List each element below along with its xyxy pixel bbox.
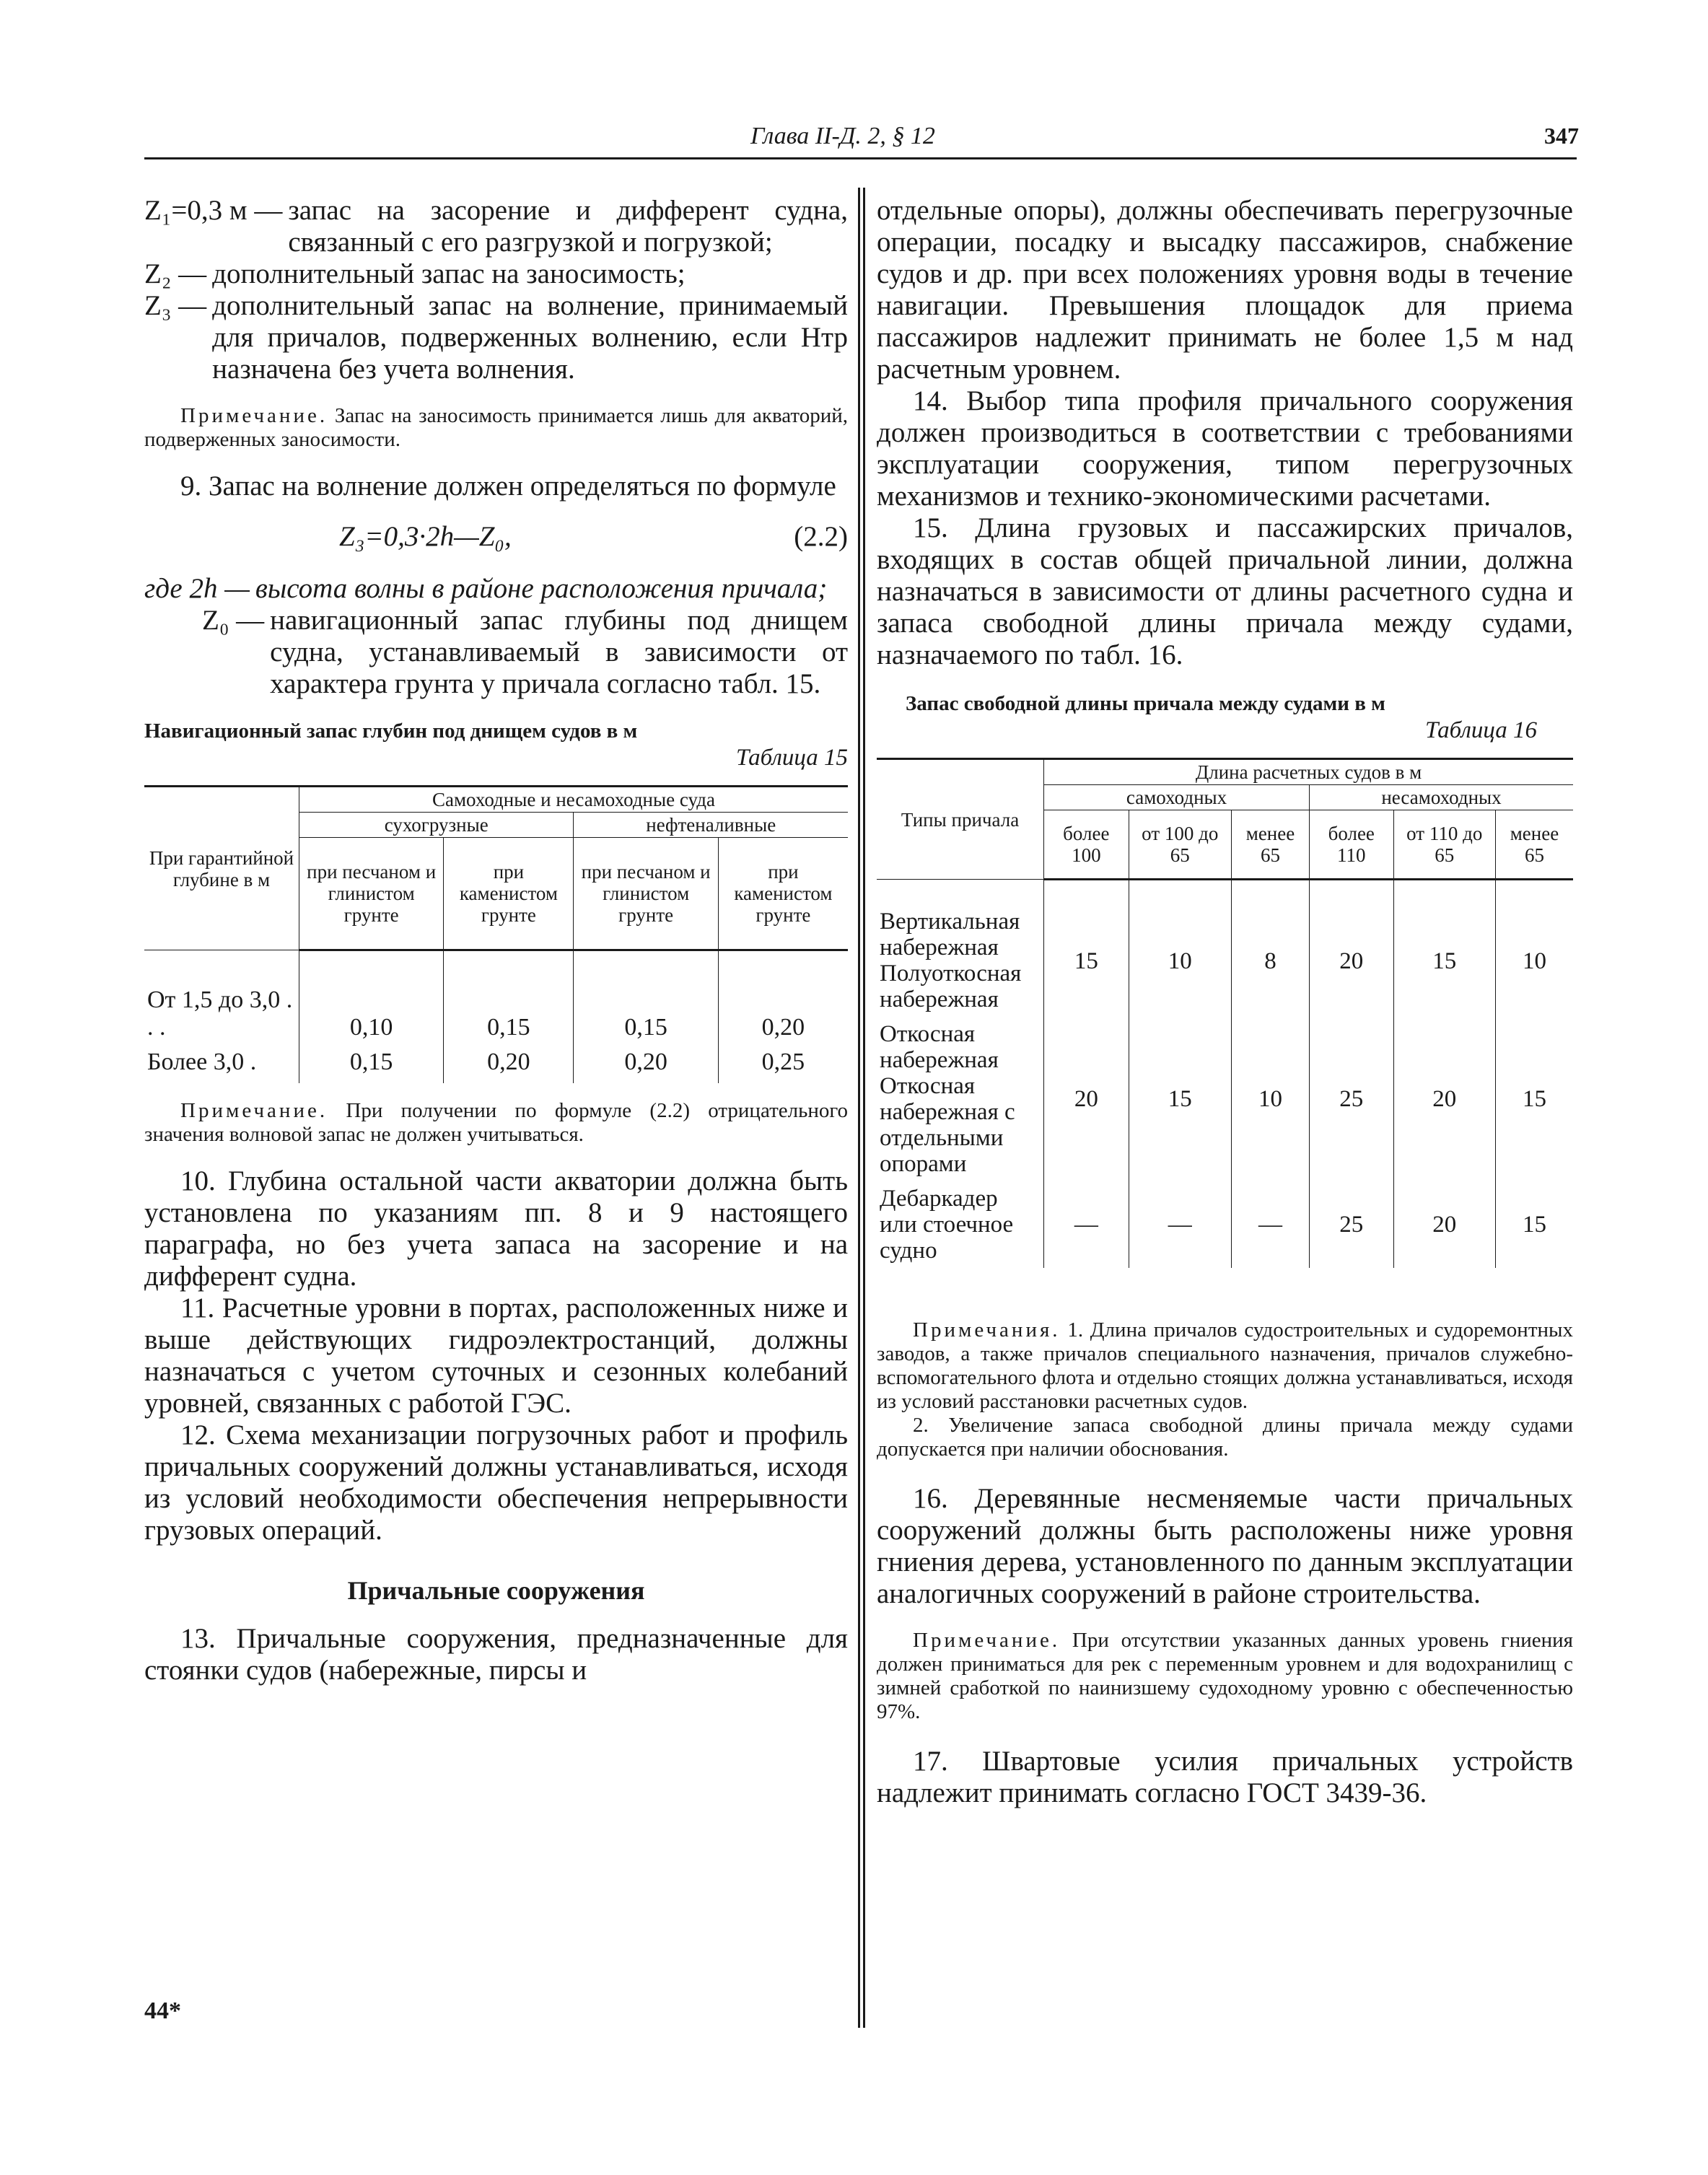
table-header: более 100 — [1044, 810, 1129, 880]
table-16-caption: Запас свободной длины причала между судами в м — [906, 692, 1385, 715]
formula: Z₃=0,3·2h—Z₀, (2.2) — [339, 521, 848, 552]
table-header: от 110 до 65 — [1393, 810, 1495, 880]
paragraph-13-continued: отдельные опоры), должны обеспечивать перегрузочные операции, посадку и высадку пассажиров, снабжение судов и др. при всех положениях уровня воды в течение навигации. Превышения площадок для приема пассажиров надлежит принимать не более 1,5 м над расчетным уровнем. — [877, 195, 1573, 385]
definition-2h: где 2h — высота волны в районе расположения причала; — [144, 573, 828, 604]
paragraph-17: 17. Швартовые усилия причальных устройств надлежит принимать согласно ГОСТ 3439-36. — [877, 1746, 1573, 1808]
paragraph-14: 14. Выбор типа профиля причального сооружения должен производиться в соответствии с требованиями эксплуатации сооружения, типом перегрузочных механизмов и технико-экономическими расчетами. — [877, 385, 1573, 512]
running-header: Глава II-Д. 2, § 12 — [750, 123, 935, 149]
table-header: несамоходных — [1310, 785, 1574, 810]
left-column — [144, 195, 848, 1686]
paragraph-15: 15. Длина грузовых и пассажирских причалов, входящих в состав общей причальной линии, должна назначаться в зависимости от длины расчетного судна и запаса свободной длины причала между судами, назначаемого по табл. 16. — [877, 512, 1573, 670]
table-16-number: Таблица 16 — [1425, 717, 1537, 743]
right-column — [877, 195, 1573, 1809]
definition-z3: Z₃ — дополнительный запас на волнение, принимаемый для причалов, подверженных волнению, если Hтр назначена без учета волнения. — [144, 290, 848, 385]
table-header: при каменистом грунте — [718, 838, 848, 950]
table-header: при песчаном и глинистом грунте — [299, 838, 444, 950]
table-row: Откосная набережная Откосная набережная с отдельными опорами 20 15 10 25 20 15 — [877, 1017, 1573, 1181]
section-title: Причальные сооружения — [347, 1576, 645, 1605]
table-header: Типы причала — [877, 759, 1044, 880]
header-rule — [144, 157, 1577, 159]
note: Примечание. При получении по формуле (2.2) отрицательного значения волновой запас не должен учитываться. — [144, 1099, 849, 1146]
table-header: более 110 — [1310, 810, 1394, 880]
paragraph-12: 12. Схема механизации погрузочных работ и профиль причальных сооружений должны устанавливаться, исходя из условий необходимости обеспечения непрерывности грузовых операций. — [144, 1419, 848, 1546]
footer-mark: 44* — [144, 1997, 181, 2024]
page-number: 347 — [1544, 123, 1579, 149]
table-row: Дебаркадер или стоечное судно — — — 25 20 15 — [877, 1181, 1573, 1268]
table-header: самоходных — [1044, 785, 1310, 810]
table-15 — [144, 785, 848, 1083]
table-header: при песчаном и глинистом грунте — [574, 838, 718, 950]
table-header: нефтеналивные — [574, 813, 848, 838]
table-16 — [877, 758, 1573, 1268]
table-header: при каменистом грунте — [444, 838, 574, 950]
paragraph-10: 10. Глубина остальной части акватории должна быть установлена по указаниям пп. 8 и 9 настоящего параграфа, но без учета запаса на засорение и на дифферент судна. — [144, 1165, 848, 1292]
table-15-caption: Навигационный запас глубин под днищем судов в м — [144, 719, 638, 743]
table-header: от 100 до 65 — [1129, 810, 1231, 880]
table-15-number: Таблица 15 — [736, 745, 848, 771]
notes-item-2: 2. Увеличение запаса свободной длины причала между судами допускается при наличии обоснования. — [877, 1414, 1573, 1461]
definition-z1: Z₁=0,3 м — запас на засорение и дифферент судна, связанный с его разгрузкой и погрузкой; — [144, 195, 848, 258]
table-row: От 1,5 до 3,0 . . . 0,10 0,15 0,15 0,20 — [144, 950, 848, 1049]
notes: Примечания. 1. Длина причалов судостроительных и судоремонтных заводов, а также причалов специального назначения, причалов служебно-вспомогательного флота и отдельно стоящих должна устанавливаться, исходя из условий расстановки расчетных судов. — [877, 1318, 1574, 1413]
paragraph-11: 11. Расчетные уровни в портах, расположенных ниже и выше действующих гидроэлектростанций, должны назначаться с учетом суточных и сезонных колебаний уровней, связанных с работой ГЭС. — [144, 1292, 848, 1419]
paragraph-9: 9. Запас на волнение должен определяться по формуле — [180, 471, 836, 502]
column-divider — [858, 188, 860, 2028]
table-row: Более 3,0 . 0,15 0,20 0,20 0,25 — [144, 1049, 848, 1083]
note: Примечание. При отсутствии указанных данных уровень гниения должен приниматься для рек с переменным уровнем и для водохранилищ с зимней сработкой по наинизшему судоходному уровню с обеспеченностью 97%. — [877, 1629, 1574, 1723]
column-divider — [863, 188, 865, 2028]
definition-z0: Z₀ — навигационный запас глубины под днищем судна, устанавливаемый в зависимости от характера грунта у причала согласно табл. 15. — [202, 605, 848, 699]
table-header: Самоходные и несамоходные суда — [299, 787, 849, 813]
table-header: При гарантийной глубине в м — [144, 787, 299, 950]
paragraph-13: 13. Причальные сооружения, предназначенные для стоянки судов (набережные, пирсы и — [144, 1623, 848, 1686]
table-header: менее 65 — [1231, 810, 1309, 880]
table-header: менее 65 — [1495, 810, 1573, 880]
table-row: Вертикальная набережная Полуоткосная набережная 15 10 8 20 15 10 — [877, 880, 1573, 1018]
definition-z2: Z₂ — дополнительный запас на заносимость; — [144, 258, 686, 289]
note: Примечание. Запас на заносимость принимается лишь для акваторий, подверженных заносимости. — [144, 404, 849, 451]
table-header: сухогрузные — [299, 813, 574, 838]
paragraph-16: 16. Деревянные несменяемые части причальных сооружений должны быть расположены ниже уровня гниения дерева, установленного по данным эксплуатации аналогичных сооружений в районе строительства. — [877, 1483, 1573, 1609]
table-header: Длина расчетных судов в м — [1044, 759, 1573, 785]
